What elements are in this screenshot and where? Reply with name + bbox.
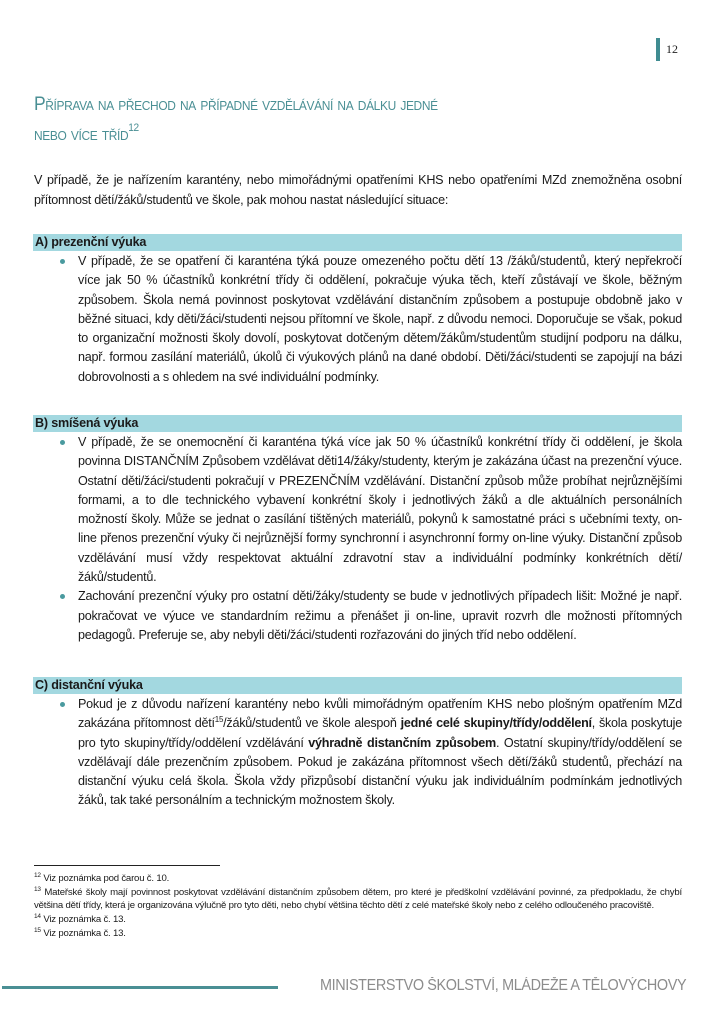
bullet-icon [60, 259, 65, 264]
title-line-1: Příprava na přechod na případné vzdělávání na dálku jedné [34, 94, 438, 115]
section-c-list [60, 695, 682, 811]
page-number: 12 [666, 42, 678, 56]
footnote-14 [34, 913, 682, 926]
footnote-number: 13 [34, 885, 41, 893]
bullet-icon [60, 440, 65, 445]
footnote-text: Mateřské školy mají povinnost poskytovat vzdělávání distančním způsobem dětem, pro které je předškolní vzdělávání povinné, za předpokladu, že chybí většina dětí třídy, která je organizována výlučně pro tyto děti, nebo chybí většina těchto dětí z celé mateřské školy nebo z celého odloučeného pracoviště. [34, 887, 682, 911]
title-line-2: nebo více tříd [34, 124, 129, 145]
footnote-text: Viz poznámka č. 13. [43, 928, 126, 939]
list-item [60, 695, 682, 811]
section-heading-a: A) prezenční výuka [33, 234, 682, 251]
list-item-text-3: , škola poskytuje pro tyto skupiny/třídy/oddělení vzdělávání [78, 716, 682, 750]
footnote-text: Viz poznámka č. 13. [43, 914, 126, 925]
list-item-text-2: /žáků/studentů ve škole alespoň [223, 716, 401, 731]
page-title [34, 90, 623, 150]
footnote-number: 15 [34, 926, 41, 934]
title-footnote-ref[interactable]: 12 [128, 122, 139, 134]
footer-organization: MINISTERSTVO ŠKOLSTVÍ, MLÁDEŽE A TĚLOVÝCHOVY [320, 977, 687, 994]
list-item-text: V případě, že se opatření či karanténa týká pouze omezeného počtu dětí 13 /žáků/studentů, který nepřekročí více jak 50 % účastníků konkrétní třídy či oddělení, pokračuje výuka těch, kteří zůstávají ve škole, běžným způsobem. Škola nemá povinnost poskytovat vzdělávání distančním způsobem a postupuje obdobně jako v běžné situaci, kdy děti/žáci/studenti nejsou přítomní ve škole, např. z důvodu nemoci. Doporučuje se však, pokud to organizační možnosti školy dovolí, poskytovat dotčeným dětem/žákům/studentům studijní podporu na dálku, např. formou zasílání materiálů, úkolů či výukových plánů na dané období. Děti/žáci/studenti se zapojují na bázi dobrovolnosti a s ohledem na své individuální podmínky. [78, 254, 682, 384]
page-number-marker [656, 38, 660, 61]
footnote-separator [34, 865, 220, 866]
footnote-13 [34, 886, 682, 912]
section-b-list [60, 433, 682, 645]
list-item-text-4: . Ostatní skupiny/třídy/oddělení se vzdělávají dále prezenčním způsobem. Pokud je zakázána přítomnost všech dětí/žáků studentů, přechází na distanční výuku celá škola. Škola vždy přizpůsobí distanční výuku jak individuálním podmínkám jednotlivých žáků, tak také personálním a technickým možnostem školy. [78, 735, 682, 808]
footnote-text: Viz poznámka pod čarou č. 10. [43, 873, 170, 884]
list-item [60, 252, 682, 387]
list-item-text-1: Pokud je z důvodu nařízení karantény nebo kvůli mimořádným opatřením KHS nebo plošným opatřením MZd zakázána přítomnost dětí [78, 697, 682, 731]
bullet-icon [60, 594, 65, 599]
footnote-number: 14 [34, 912, 41, 920]
list-item-text: Zachování prezenční výuky pro ostatní děti/žáky/studenty se bude v jednotlivých případech lišit: Možné je např. pokračovat ve výuce ve standardním režimu a přenášet ji on-line, upravit rozvrh dle možnosti přítomných pedagogů. Preferuje se, aby nebyli děti/žáci/studenti rozřazováni do jiných tříd nebo oddělení. [78, 589, 682, 642]
intro-paragraph: V případě, že je nařízením karantény, nebo mimořádnými opatřeními KHS nebo opatřeními MZd znemožněna osobní přítomnost dětí/žáků/studentů ve škole, pak mohou nastat následující situace: [34, 173, 682, 207]
footnotes [34, 872, 682, 941]
section-a-list [60, 252, 682, 387]
footnote-ref-15[interactable]: 15 [214, 715, 224, 725]
section-heading-c: C) distanční výuka [33, 677, 682, 694]
emphasis-whole-group: jedné celé skupiny/třídy/oddělení [400, 716, 592, 731]
list-item [60, 587, 682, 645]
section-heading-b: B) smíšená výuka [33, 415, 682, 432]
bullet-icon [60, 702, 65, 707]
footnote-15 [34, 927, 682, 940]
footnote-number: 12 [34, 871, 41, 879]
list-item [60, 433, 682, 587]
footnote-12 [34, 872, 682, 885]
emphasis-distance-only: výhradně distančním způsobem [308, 735, 496, 750]
list-item-text: V případě, že se onemocnění či karanténa týká více jak 50 % účastníků konkrétní třídy či oddělení, je škola povinna DISTANČNÍM Způsobem vzdělávat děti14/žáky/studenty, kterým je zakázána účast na prezenční výuce. Ostatní děti/žáci/studenti pokračují v PREZENČNÍM vzdělávání. Distanční způsob může probíhat nejrůznějšími formami, a to dle technického vybavení konkrétní školy i jednotlivých žáků a dle aktuálních personálních možností školy. Může se jednat o zasílání tištěných materiálů, pokynů k samostatné práci s učebními texty, on-line přenos prezenční výuky či nejrůznější formy synchronní i asynchronní formy on-line výuky. Distanční způsob vzdělávání musí vždy respektovat aktuální zdravotní stav a individuální podmínky konkrétních dětí/žáků/studentů. [78, 435, 682, 585]
footer-accent-line [2, 986, 278, 989]
